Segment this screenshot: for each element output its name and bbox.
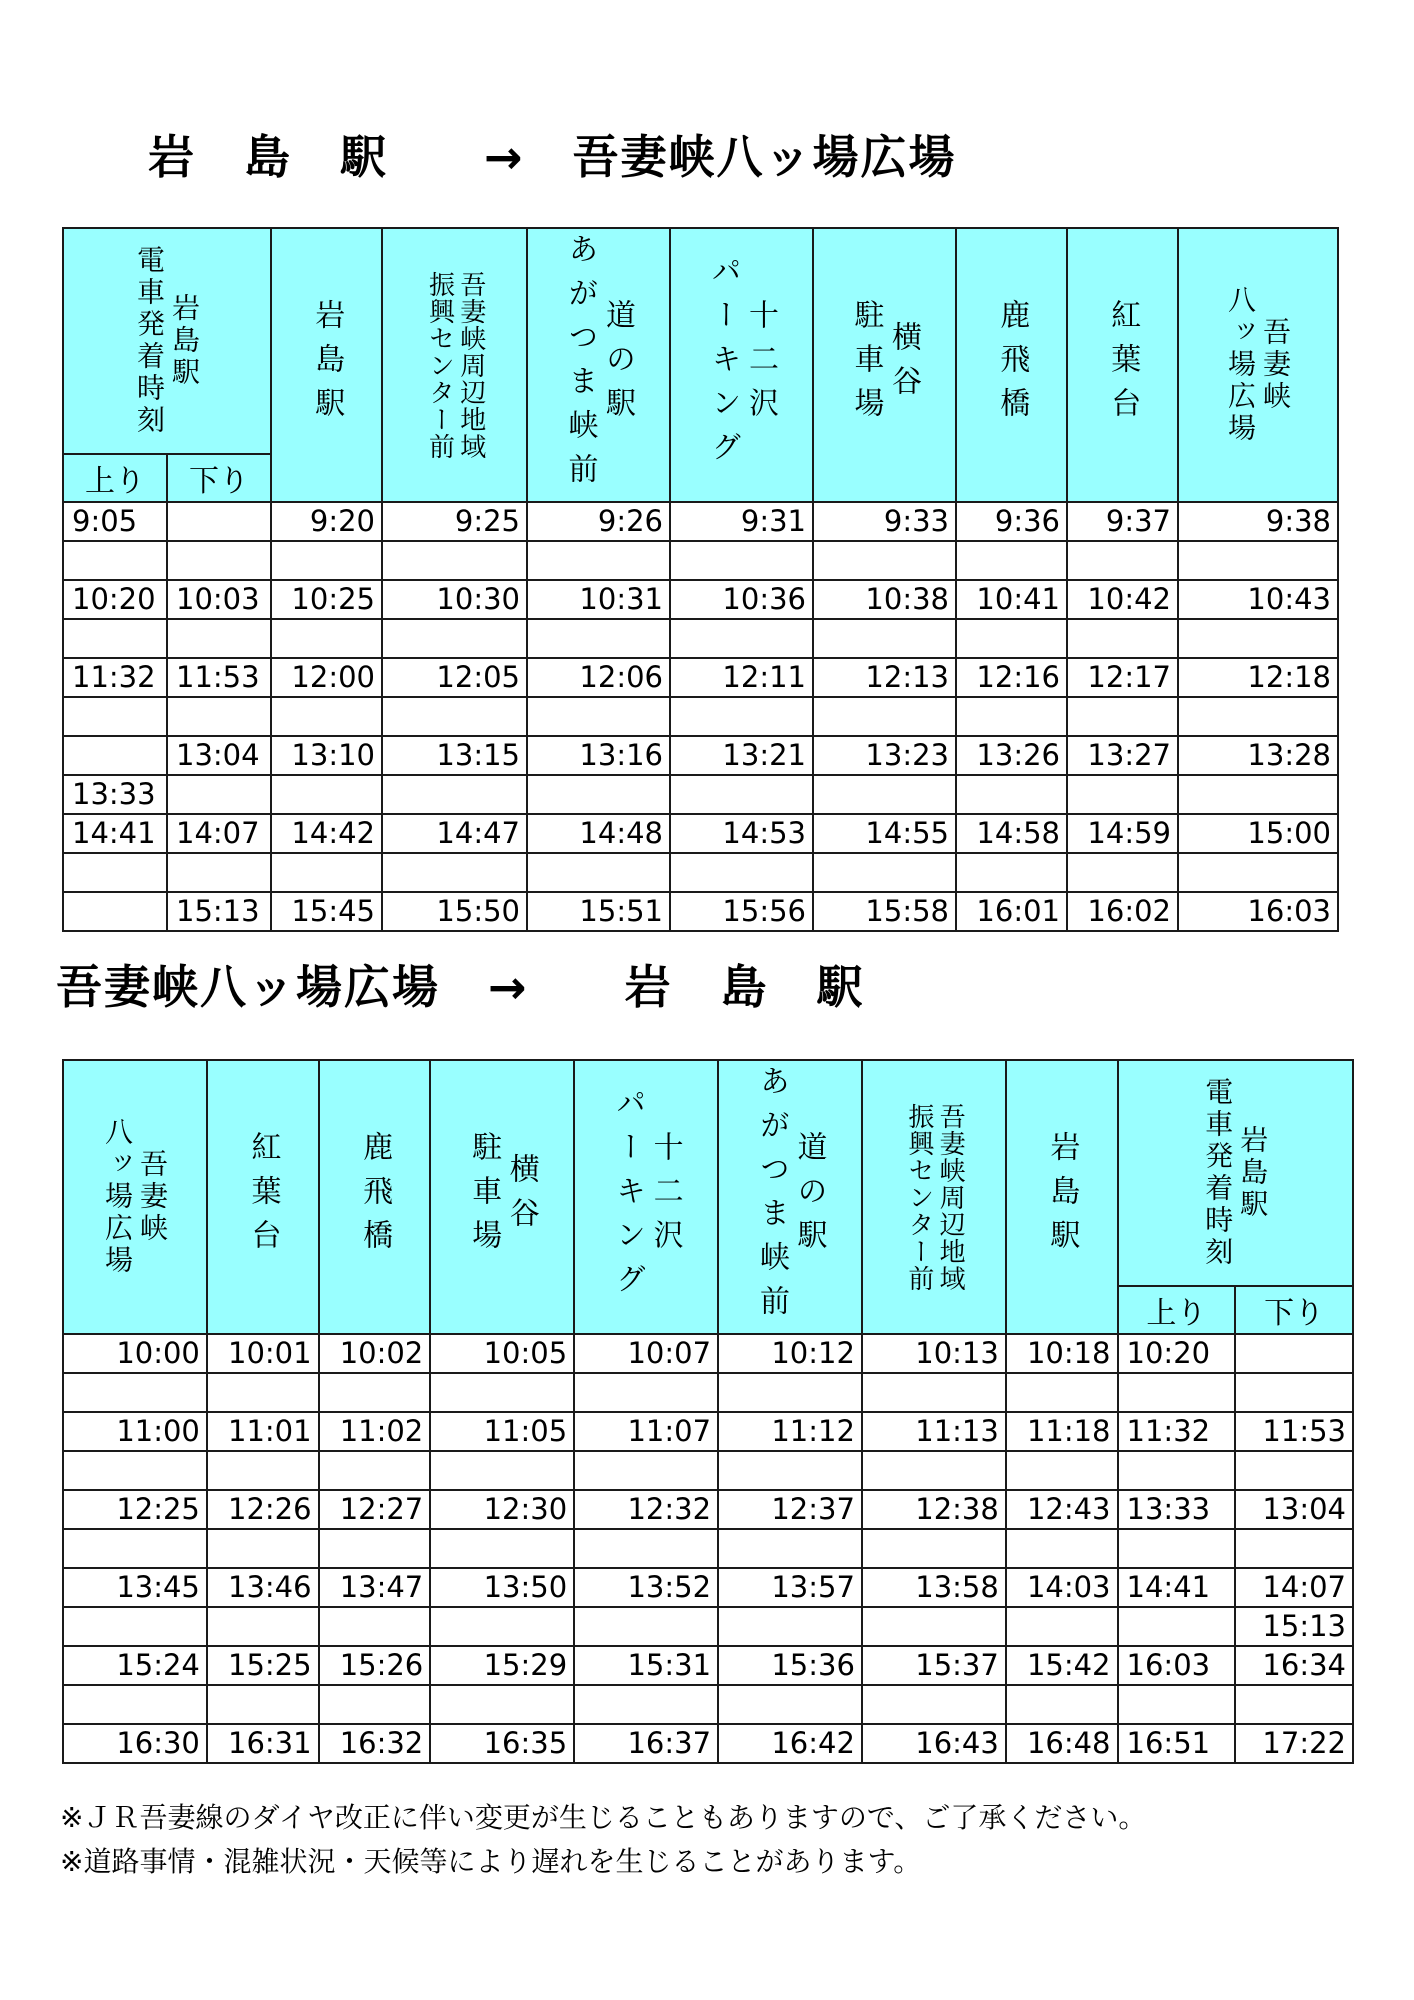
table-row <box>63 775 1338 814</box>
table-row <box>63 736 1338 775</box>
time-cell <box>271 541 382 580</box>
time-cell: 16:35 <box>430 1724 574 1763</box>
time-cell: 15:26 <box>319 1646 431 1685</box>
time-cell <box>1178 541 1338 580</box>
time-cell <box>271 775 382 814</box>
time-cell <box>63 1607 207 1646</box>
time-cell <box>207 1685 319 1724</box>
time-cell: 14:55 <box>813 814 956 853</box>
time-cell <box>1067 619 1178 658</box>
time-cell <box>271 697 382 736</box>
time-cell: 14:41 <box>63 814 167 853</box>
time-cell: 16:03 <box>1178 892 1338 931</box>
time-cell <box>167 541 271 580</box>
header-michinoeki: 道の駅 あがつま峡前 <box>527 228 670 502</box>
time-cell: 17:22 <box>1235 1724 1353 1763</box>
time-cell <box>207 1607 319 1646</box>
time-cell <box>813 697 956 736</box>
time-cell: 10:38 <box>813 580 956 619</box>
time-cell: 11:53 <box>1235 1412 1353 1451</box>
time-cell <box>1067 853 1178 892</box>
time-cell: 12:25 <box>63 1490 207 1529</box>
header-down: 下り <box>167 454 271 502</box>
time-cell <box>956 853 1067 892</box>
time-cell <box>956 619 1067 658</box>
timetable-yanba-to-iwashima <box>62 1059 1354 1764</box>
title-yanba-to-iwashima: 吾妻峡八ッ場広場 → 岩 島 駅 <box>56 960 865 1014</box>
time-cell: 11:13 <box>862 1412 1006 1451</box>
time-cell <box>574 1373 718 1412</box>
time-cell <box>1178 619 1338 658</box>
time-cell: 9:25 <box>382 502 527 541</box>
time-cell: 13:33 <box>1118 1490 1236 1529</box>
time-cell: 15:45 <box>271 892 382 931</box>
time-cell: 11:32 <box>1118 1412 1236 1451</box>
time-cell: 13:21 <box>670 736 813 775</box>
time-cell <box>527 775 670 814</box>
time-cell <box>430 1451 574 1490</box>
time-cell <box>430 1607 574 1646</box>
time-cell <box>1006 1451 1118 1490</box>
time-cell: 10:41 <box>956 580 1067 619</box>
time-cell: 10:30 <box>382 580 527 619</box>
time-cell <box>63 736 167 775</box>
time-cell <box>956 775 1067 814</box>
time-cell: 16:32 <box>319 1724 431 1763</box>
time-cell: 14:59 <box>1067 814 1178 853</box>
time-cell: 14:58 <box>956 814 1067 853</box>
time-cell: 14:47 <box>382 814 527 853</box>
time-cell <box>382 619 527 658</box>
time-cell <box>1118 1607 1236 1646</box>
time-cell: 11:07 <box>574 1412 718 1451</box>
table-row <box>63 658 1338 697</box>
time-cell: 10:02 <box>319 1334 431 1373</box>
time-cell: 10:18 <box>1006 1334 1118 1373</box>
time-cell: 10:31 <box>527 580 670 619</box>
time-cell <box>271 853 382 892</box>
timetable-body <box>63 502 1338 931</box>
time-cell: 9:33 <box>813 502 956 541</box>
time-cell: 12:17 <box>1067 658 1178 697</box>
time-cell: 10:25 <box>271 580 382 619</box>
time-cell <box>862 1373 1006 1412</box>
time-cell <box>1235 1451 1353 1490</box>
time-cell: 10:36 <box>670 580 813 619</box>
header-yanba-hiroba: 吾妻峡 八ッ場広場 <box>63 1060 207 1334</box>
time-cell <box>1235 1334 1353 1373</box>
time-cell <box>167 619 271 658</box>
time-cell <box>382 541 527 580</box>
time-cell <box>1178 775 1338 814</box>
table-row <box>63 541 1338 580</box>
time-cell: 12:13 <box>813 658 956 697</box>
time-cell: 13:57 <box>718 1568 862 1607</box>
time-cell <box>1067 775 1178 814</box>
table-row <box>63 853 1338 892</box>
time-cell: 12:30 <box>430 1490 574 1529</box>
time-cell <box>319 1685 431 1724</box>
table-row <box>63 1646 1353 1685</box>
header-michinoeki: 道の駅 あがつま峡前 <box>718 1060 862 1334</box>
time-cell: 15:50 <box>382 892 527 931</box>
time-cell: 16:30 <box>63 1724 207 1763</box>
time-cell <box>670 541 813 580</box>
time-cell <box>574 1529 718 1568</box>
time-cell: 14:07 <box>167 814 271 853</box>
time-cell: 11:02 <box>319 1412 431 1451</box>
time-cell: 13:15 <box>382 736 527 775</box>
time-cell: 10:42 <box>1067 580 1178 619</box>
time-cell: 10:05 <box>430 1334 574 1373</box>
time-cell: 10:20 <box>63 580 167 619</box>
time-cell: 15:42 <box>1006 1646 1118 1685</box>
time-cell: 15:13 <box>1235 1607 1353 1646</box>
time-cell <box>63 1373 207 1412</box>
time-cell: 13:04 <box>1235 1490 1353 1529</box>
time-cell <box>718 1685 862 1724</box>
header-down: 下り <box>1235 1286 1353 1334</box>
time-cell: 13:04 <box>167 736 271 775</box>
header-station-times: 岩島駅 電車発着時刻 <box>63 228 271 454</box>
time-cell: 9:05 <box>63 502 167 541</box>
time-cell: 11:53 <box>167 658 271 697</box>
time-cell: 12:38 <box>862 1490 1006 1529</box>
time-cell: 13:26 <box>956 736 1067 775</box>
time-cell <box>382 853 527 892</box>
time-cell <box>527 619 670 658</box>
header-yanba-hiroba: 吾妻峡 八ッ場広場 <box>1178 228 1338 502</box>
time-cell <box>862 1685 1006 1724</box>
time-cell <box>956 541 1067 580</box>
time-cell: 13:27 <box>1067 736 1178 775</box>
time-cell <box>670 775 813 814</box>
time-cell: 15:25 <box>207 1646 319 1685</box>
time-cell <box>1118 1529 1236 1568</box>
time-cell: 15:29 <box>430 1646 574 1685</box>
time-cell: 16:01 <box>956 892 1067 931</box>
time-cell <box>1178 853 1338 892</box>
time-cell <box>382 697 527 736</box>
time-cell: 15:51 <box>527 892 670 931</box>
time-cell: 10:20 <box>1118 1334 1236 1373</box>
table-row <box>63 619 1338 658</box>
time-cell <box>718 1529 862 1568</box>
time-cell: 13:33 <box>63 775 167 814</box>
table-row <box>63 1412 1353 1451</box>
time-cell: 13:16 <box>527 736 670 775</box>
time-cell: 13:45 <box>63 1568 207 1607</box>
time-cell <box>319 1529 431 1568</box>
header-yokoya-parking: 横谷 駐車場 <box>813 228 956 502</box>
table-row <box>63 814 1338 853</box>
time-cell: 13:58 <box>862 1568 1006 1607</box>
table-row <box>63 1685 1353 1724</box>
time-cell: 16:03 <box>1118 1646 1236 1685</box>
time-cell <box>574 1451 718 1490</box>
time-cell: 9:31 <box>670 502 813 541</box>
time-cell <box>1006 1529 1118 1568</box>
time-cell: 14:42 <box>271 814 382 853</box>
time-cell <box>207 1373 319 1412</box>
time-cell: 9:37 <box>1067 502 1178 541</box>
time-cell: 11:00 <box>63 1412 207 1451</box>
time-cell <box>167 697 271 736</box>
time-cell <box>574 1685 718 1724</box>
header-up: 上り <box>63 454 167 502</box>
time-cell <box>527 541 670 580</box>
time-cell <box>63 1685 207 1724</box>
time-cell <box>207 1451 319 1490</box>
time-cell <box>430 1373 574 1412</box>
table-row <box>63 1373 1353 1412</box>
time-cell <box>1006 1607 1118 1646</box>
table-row <box>63 502 1338 541</box>
time-cell: 16:42 <box>718 1724 862 1763</box>
time-cell: 9:20 <box>271 502 382 541</box>
time-cell: 15:24 <box>63 1646 207 1685</box>
time-cell: 12:27 <box>319 1490 431 1529</box>
time-cell: 15:58 <box>813 892 956 931</box>
time-cell <box>1118 1451 1236 1490</box>
table-row <box>63 892 1338 931</box>
time-cell <box>527 697 670 736</box>
time-cell <box>1235 1529 1353 1568</box>
time-cell: 10:00 <box>63 1334 207 1373</box>
title-iwashima-to-yanba: 岩 島 駅 → 吾妻峡八ッ場広場 <box>148 130 957 184</box>
header-shishitobibashi: 鹿飛橋 <box>956 228 1067 502</box>
timetable-body <box>63 1334 1353 1763</box>
time-cell: 13:47 <box>319 1568 431 1607</box>
time-cell: 12:32 <box>574 1490 718 1529</box>
time-cell <box>1067 697 1178 736</box>
table-row <box>63 1451 1353 1490</box>
time-cell: 13:52 <box>574 1568 718 1607</box>
time-cell: 9:36 <box>956 502 1067 541</box>
table-row <box>63 1568 1353 1607</box>
time-cell <box>319 1607 431 1646</box>
time-cell: 13:10 <box>271 736 382 775</box>
time-cell: 10:07 <box>574 1334 718 1373</box>
note-jr-schedule: ※ＪＲ吾妻線のダイヤ改正に伴い変更が生じることもありますので、ご了承ください。 <box>60 1801 1147 1834</box>
time-cell <box>813 541 956 580</box>
time-cell: 15:00 <box>1178 814 1338 853</box>
time-cell <box>63 619 167 658</box>
time-cell: 15:36 <box>718 1646 862 1685</box>
table-row <box>63 1334 1353 1373</box>
time-cell <box>670 697 813 736</box>
time-cell: 14:07 <box>1235 1568 1353 1607</box>
time-cell <box>1235 1685 1353 1724</box>
header-momijidai: 紅葉台 <box>207 1060 319 1334</box>
time-cell <box>167 502 271 541</box>
time-cell: 10:12 <box>718 1334 862 1373</box>
time-cell: 12:06 <box>527 658 670 697</box>
time-cell <box>63 853 167 892</box>
table-row <box>63 697 1338 736</box>
header-station-times: 岩島駅 電車発着時刻 <box>1118 1060 1353 1286</box>
time-cell <box>167 853 271 892</box>
time-cell: 13:28 <box>1178 736 1338 775</box>
time-cell <box>271 619 382 658</box>
time-cell <box>207 1529 319 1568</box>
time-cell: 11:32 <box>63 658 167 697</box>
time-cell: 12:43 <box>1006 1490 1118 1529</box>
time-cell <box>430 1685 574 1724</box>
time-cell: 12:37 <box>718 1490 862 1529</box>
time-cell: 15:56 <box>670 892 813 931</box>
time-cell <box>63 541 167 580</box>
time-cell <box>430 1529 574 1568</box>
time-cell: 13:46 <box>207 1568 319 1607</box>
time-cell: 14:41 <box>1118 1568 1236 1607</box>
time-cell: 11:01 <box>207 1412 319 1451</box>
time-cell: 15:13 <box>167 892 271 931</box>
time-cell <box>319 1373 431 1412</box>
time-cell <box>862 1529 1006 1568</box>
time-cell: 15:31 <box>574 1646 718 1685</box>
header-agatsuma-center: 吾妻峡周辺地域 振興センター前 <box>382 228 527 502</box>
time-cell: 11:05 <box>430 1412 574 1451</box>
time-cell: 12:16 <box>956 658 1067 697</box>
time-cell <box>319 1451 431 1490</box>
time-cell: 14:03 <box>1006 1568 1118 1607</box>
time-cell: 15:37 <box>862 1646 1006 1685</box>
time-cell <box>670 619 813 658</box>
time-cell: 9:26 <box>527 502 670 541</box>
header-iwashima-station: 岩島駅 <box>271 228 382 502</box>
time-cell: 14:48 <box>527 814 670 853</box>
header-momijidai: 紅葉台 <box>1067 228 1178 502</box>
time-cell: 10:13 <box>862 1334 1006 1373</box>
header-juunisawa-parking: 十二沢 パーキング <box>670 228 813 502</box>
time-cell: 16:43 <box>862 1724 1006 1763</box>
time-cell: 9:38 <box>1178 502 1338 541</box>
time-cell <box>382 775 527 814</box>
time-cell: 16:02 <box>1067 892 1178 931</box>
time-cell <box>63 1529 207 1568</box>
time-cell: 11:12 <box>718 1412 862 1451</box>
time-cell <box>1067 541 1178 580</box>
time-cell: 11:18 <box>1006 1412 1118 1451</box>
time-cell: 10:43 <box>1178 580 1338 619</box>
time-cell: 12:11 <box>670 658 813 697</box>
time-cell <box>862 1607 1006 1646</box>
header-iwashima-station: 岩島駅 <box>1006 1060 1118 1334</box>
time-cell <box>718 1373 862 1412</box>
time-cell: 12:18 <box>1178 658 1338 697</box>
table-row <box>63 580 1338 619</box>
table-row <box>63 1490 1353 1529</box>
time-cell <box>718 1607 862 1646</box>
time-cell: 16:51 <box>1118 1724 1236 1763</box>
time-cell: 13:50 <box>430 1568 574 1607</box>
time-cell <box>1006 1685 1118 1724</box>
time-cell <box>670 853 813 892</box>
table-row <box>63 1607 1353 1646</box>
table-row <box>63 1724 1353 1763</box>
header-yokoya-parking: 横谷 駐車場 <box>430 1060 574 1334</box>
time-cell: 16:31 <box>207 1724 319 1763</box>
time-cell <box>1118 1373 1236 1412</box>
time-cell: 12:05 <box>382 658 527 697</box>
time-cell <box>63 697 167 736</box>
time-cell <box>862 1451 1006 1490</box>
header-juunisawa-parking: 十二沢 パーキング <box>574 1060 718 1334</box>
time-cell <box>1235 1373 1353 1412</box>
header-shishitobibashi: 鹿飛橋 <box>319 1060 431 1334</box>
header-up: 上り <box>1118 1286 1236 1334</box>
timetable-iwashima-to-yanba <box>62 227 1339 932</box>
time-cell <box>813 619 956 658</box>
time-cell <box>1118 1685 1236 1724</box>
time-cell <box>574 1607 718 1646</box>
time-cell <box>956 697 1067 736</box>
time-cell: 14:53 <box>670 814 813 853</box>
time-cell: 12:26 <box>207 1490 319 1529</box>
time-cell <box>718 1451 862 1490</box>
time-cell: 16:34 <box>1235 1646 1353 1685</box>
time-cell <box>63 1451 207 1490</box>
time-cell <box>813 853 956 892</box>
time-cell <box>813 775 956 814</box>
note-delays: ※道路事情・混雑状況・天候等により遅れを生じることがあります。 <box>60 1845 922 1878</box>
time-cell: 10:03 <box>167 580 271 619</box>
time-cell: 16:48 <box>1006 1724 1118 1763</box>
table-row <box>63 1529 1353 1568</box>
time-cell <box>1178 697 1338 736</box>
time-cell: 16:37 <box>574 1724 718 1763</box>
time-cell: 13:23 <box>813 736 956 775</box>
time-cell <box>1006 1373 1118 1412</box>
time-cell <box>527 853 670 892</box>
time-cell <box>63 892 167 931</box>
time-cell <box>167 775 271 814</box>
header-agatsuma-center: 吾妻峡周辺地域 振興センター前 <box>862 1060 1006 1334</box>
time-cell: 12:00 <box>271 658 382 697</box>
time-cell: 10:01 <box>207 1334 319 1373</box>
